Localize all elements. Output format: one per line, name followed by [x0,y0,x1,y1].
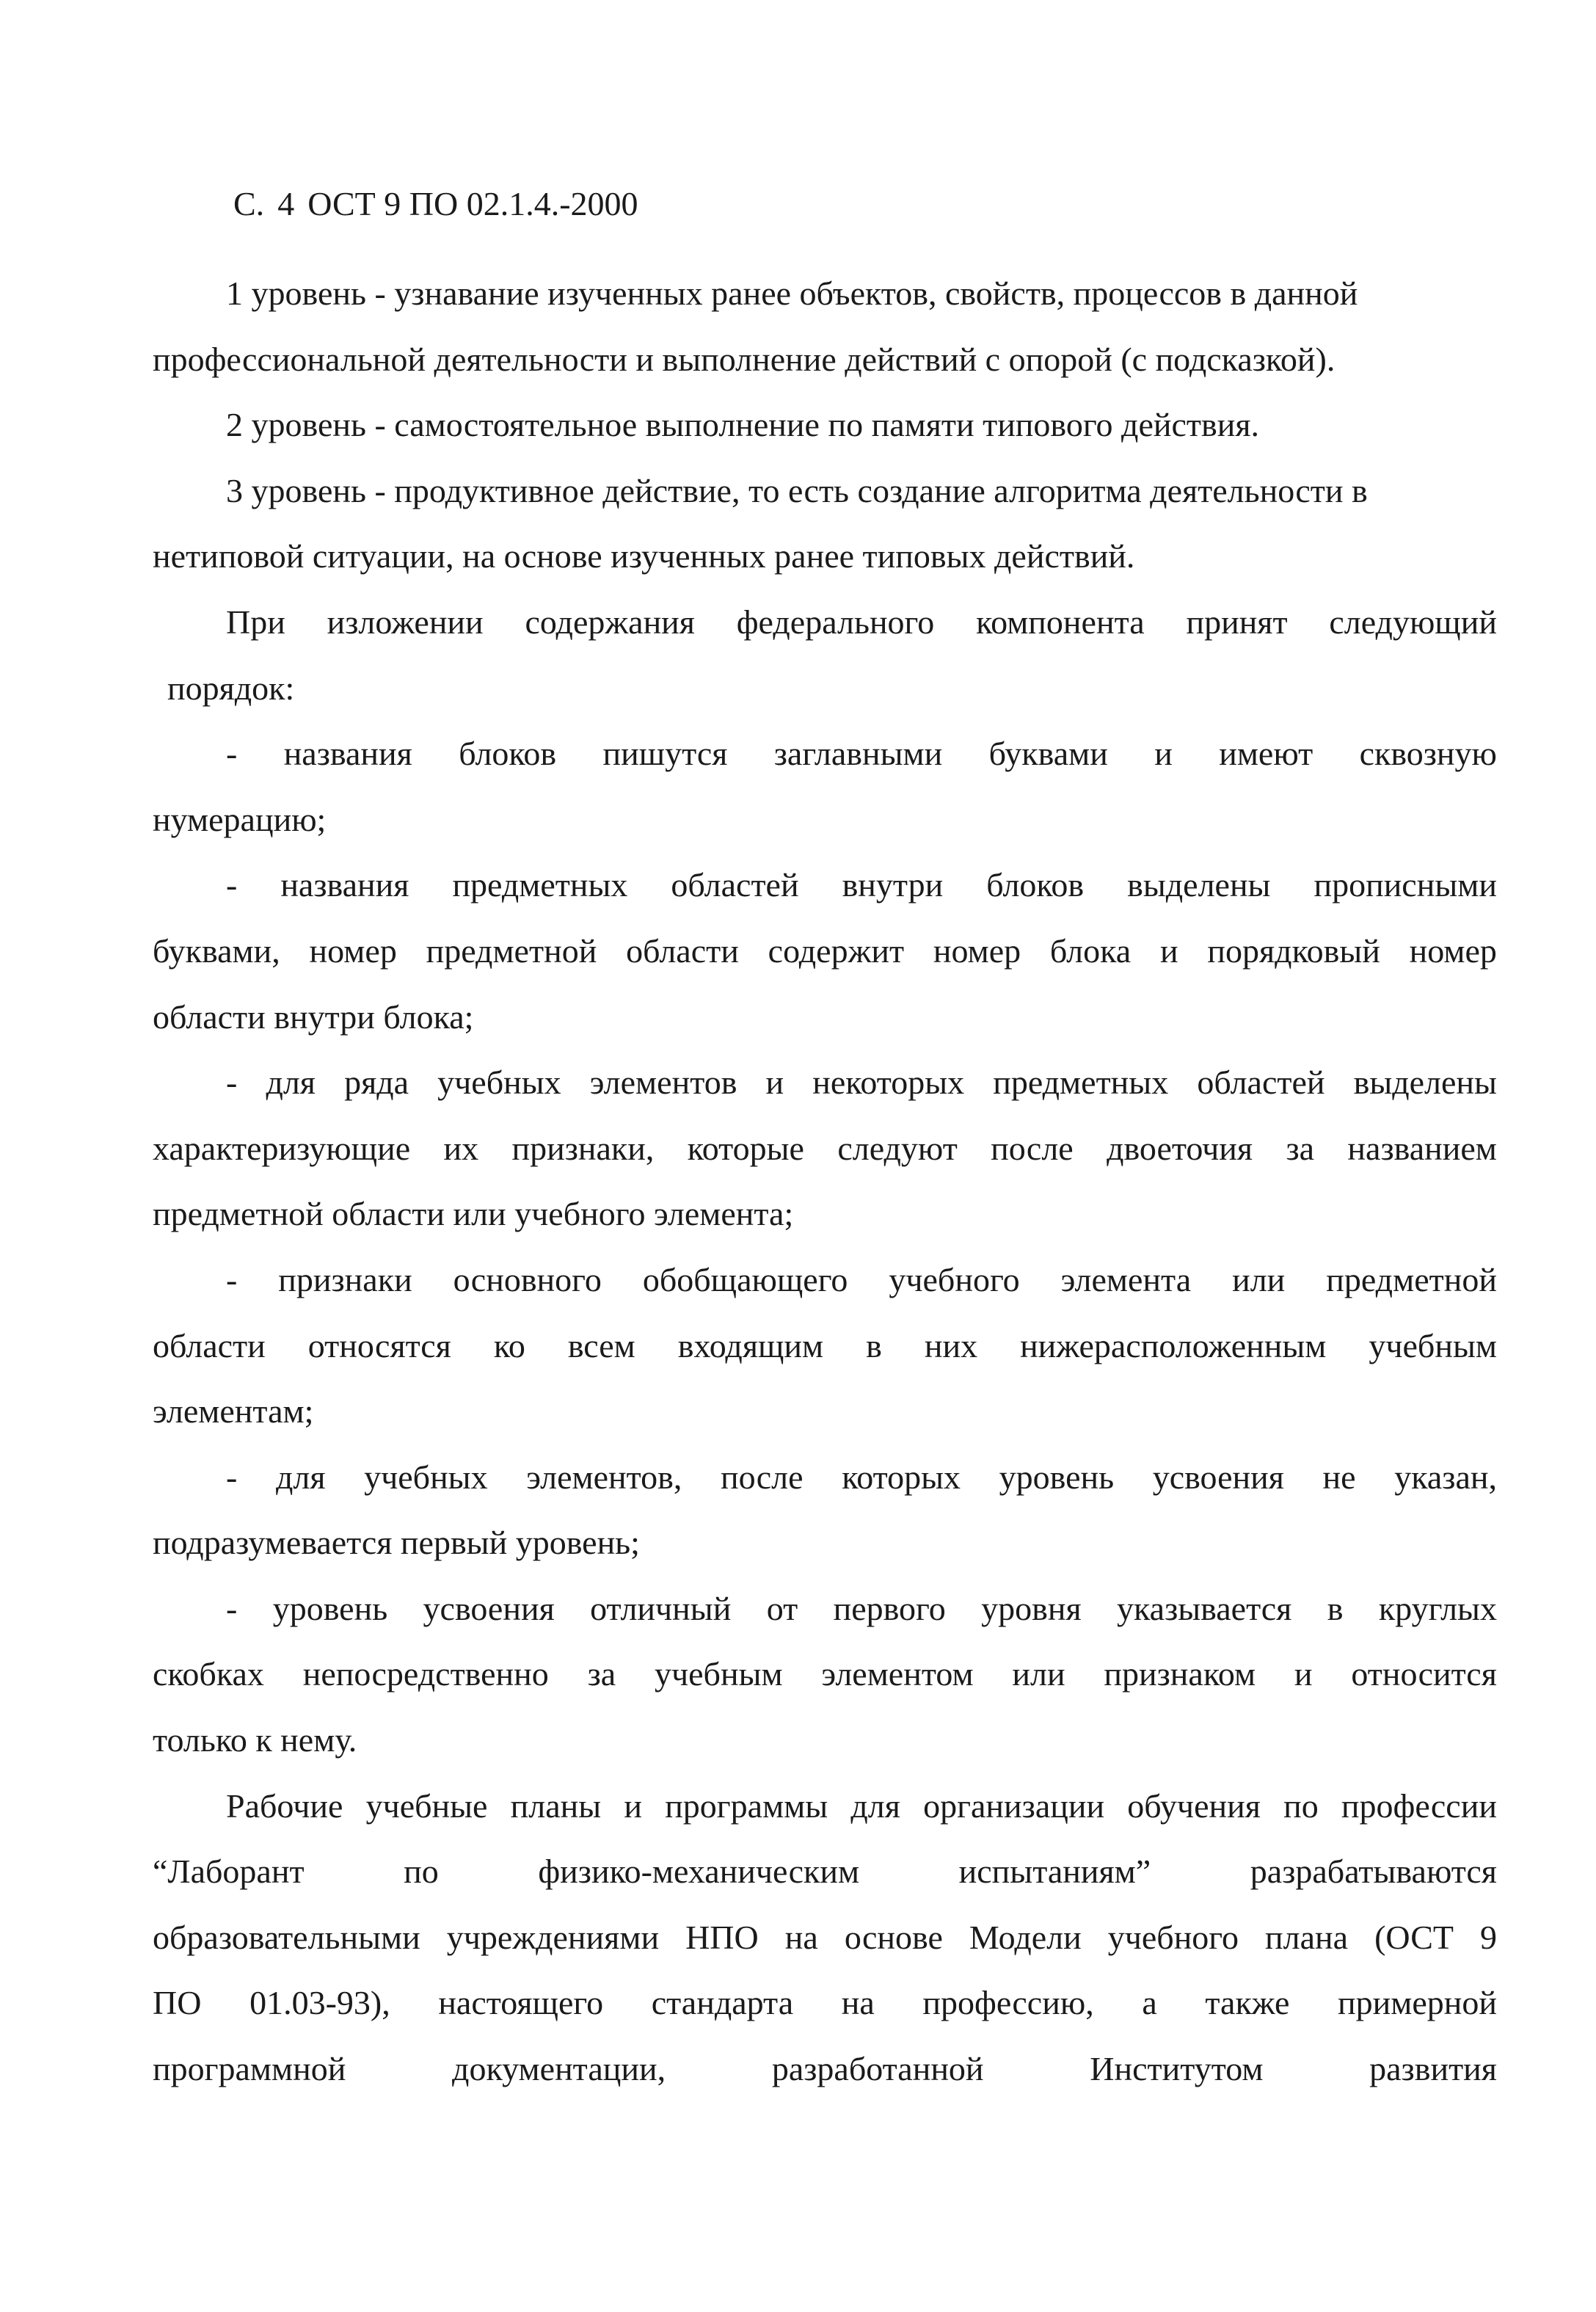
word: - [226,1458,238,1496]
word: основе [844,1918,943,1956]
word: (ОСТ [1374,1918,1454,1956]
paragraph-line [153,1258,1497,1324]
word: ко [493,1326,525,1364]
paragraph-line [153,1850,1497,1916]
word: элемента [1060,1260,1192,1298]
word: и [624,1786,642,1825]
word: блока [1049,931,1132,970]
word: после [721,1458,804,1496]
word: предметных [452,866,628,904]
word: блоков [986,866,1085,904]
paragraph-line: профессиональной деятельности и выполнение действий с опорой (с подсказкой). [153,340,1336,378]
word: образовательными [153,1918,420,1956]
word: учебного [889,1260,1020,1298]
word: плана [1265,1918,1349,1956]
paragraph-line [153,1455,1497,1522]
word: элементов, [526,1458,682,1496]
word: уровень [999,1458,1115,1496]
word: обучения [1127,1786,1261,1825]
paragraph-line [153,1587,1497,1653]
word: учебного [1107,1918,1239,1956]
word: их [443,1129,479,1167]
word: круглых [1378,1589,1497,1627]
word: по [404,1853,439,1891]
paragraph-line: только к нему. [153,1721,357,1759]
word: физико-механическим [538,1853,860,1891]
paragraph-line: области внутри блока; [153,997,474,1036]
word: для [850,1786,900,1825]
word: непосредственно [302,1655,549,1693]
standard-code: ОСТ 9 ПО 02.1.4.-2000 [307,185,638,222]
paragraph-line: нетиповой ситуации, на основе изученных ранее типовых действий. [153,537,1135,575]
word: примерной [1338,1984,1497,2022]
word: следующий [1329,603,1497,641]
word: 9 [1480,1918,1497,1956]
word: для [275,1458,326,1496]
paragraph-line: предметной области или учебного элемента; [153,1195,794,1233]
word: уровня [981,1589,1082,1627]
word: указывается [1117,1589,1292,1627]
word: областей [1197,1064,1325,1102]
word: относится [1351,1655,1497,1693]
word: области [153,1326,266,1364]
word: от [766,1589,798,1627]
word: заглавными [773,735,943,773]
word: выделены [1127,866,1271,904]
word: и [1160,931,1178,970]
word: ПО [153,1984,202,2022]
word: 01.03-93), [249,1984,390,2022]
word: прописными [1313,866,1497,904]
paragraph-line [153,1324,1497,1390]
paragraph-line [153,1981,1497,2047]
word: указан, [1394,1458,1497,1496]
word: обобщающего [642,1260,848,1298]
word: признаком [1104,1655,1256,1693]
word: на [841,1984,875,2022]
word: сквозную [1359,735,1497,773]
word: признаки, [511,1129,655,1167]
word: буквами [988,735,1108,773]
word: содержит [768,931,905,970]
word: ряда [344,1064,409,1102]
word: некоторых [812,1064,965,1102]
word: - [226,1260,238,1298]
word: номер [933,931,1021,970]
word: не [1322,1458,1356,1496]
word: предметных [993,1064,1169,1102]
word: номер [1409,931,1497,970]
word: после [991,1129,1074,1167]
document-body [153,272,1497,2113]
paragraph-line [153,1061,1497,1127]
paragraph-line: подразумевается первый уровень; [153,1524,640,1562]
word: уровень [272,1589,388,1627]
paragraph-line: 2 уровень - самостоятельное выполнение по памяти типового действия. [226,406,1260,444]
word: двоеточия [1107,1129,1253,1167]
paragraph-line [153,929,1497,995]
word: документации, [452,2050,666,2088]
word: порядковый [1207,931,1380,970]
word: всем [567,1326,635,1364]
paragraph-line: 1 уровень - узнавание изученных ранее объектов, свойств, процессов в данной [226,275,1358,312]
paragraph-line [153,732,1497,798]
word: за [587,1655,616,1693]
page-number: 4 [277,185,295,222]
paragraph-line: нумерацию; [153,800,327,838]
word: за [1286,1129,1315,1167]
word: названия [283,735,412,773]
paragraph-line [153,1127,1497,1193]
word: буквами, [153,931,280,970]
word: признаки [278,1260,412,1298]
word: программы [665,1786,828,1825]
word: для [266,1064,316,1102]
word: При [226,603,285,641]
word: учебных [437,1064,561,1102]
paragraph-line [153,2047,1497,2113]
word: которые [687,1129,804,1167]
word: - [226,866,238,904]
word: развития [1369,2050,1497,2088]
word: организации [923,1786,1105,1825]
word: в [1327,1589,1344,1627]
word: внутри [842,866,944,904]
word: входящим [677,1326,824,1364]
word: предметной [1326,1260,1497,1298]
word: области [626,931,739,970]
word: испытаниям” [958,1853,1151,1891]
word: по [1283,1786,1319,1825]
word: которых [842,1458,961,1496]
word: них [924,1326,978,1364]
word: усвоения [1152,1458,1284,1496]
word: “Лаборант [153,1853,305,1891]
word: разработанной [771,2050,984,2088]
word: номер [309,931,397,970]
word: в [866,1326,882,1364]
word: областей [671,866,799,904]
word: скобках [153,1655,264,1693]
word: предметной [426,931,597,970]
word: компонента [976,603,1145,641]
word: следуют [837,1129,958,1167]
word: отличный [590,1589,732,1627]
word: элементов [589,1064,737,1102]
paragraph-line [153,600,1497,666]
word: пишутся [602,735,728,773]
word: - [226,1589,238,1627]
word: федерального [736,603,935,641]
word: усвоения [423,1589,555,1627]
paragraph-line: порядок: [167,669,295,707]
word: первого [833,1589,946,1627]
word: НПО [685,1918,759,1956]
paragraph-line [153,1784,1497,1850]
word: названием [1347,1129,1497,1167]
word: а [1142,1984,1157,2022]
paragraph-line [153,1652,1497,1718]
word: программной [153,2050,346,2088]
word: принят [1186,603,1288,641]
paragraph-line [153,1916,1497,1982]
word: содержания [525,603,695,641]
word: учебным [1369,1326,1497,1364]
paragraph-line [153,863,1497,929]
word: относятся [307,1326,451,1364]
paragraph-line: 3 уровень - продуктивное действие, то есть создание алгоритма деятельности в [226,471,1368,509]
word: - [226,735,238,773]
word: настоящего [438,1984,604,2022]
word: имеют [1219,735,1313,773]
word: и [765,1064,784,1102]
word: блоков [459,735,557,773]
word: стандарта [651,1984,794,2022]
word: учреждениями [446,1918,660,1956]
word: и [1154,735,1173,773]
word: выделены [1353,1064,1497,1102]
word: профессию, [922,1984,1094,2022]
word: учебным [655,1655,783,1693]
word: или [1012,1655,1065,1693]
word: на [784,1918,818,1956]
paragraph-line: элементам; [153,1392,314,1431]
word: характеризующие [153,1129,411,1167]
word: Модели [969,1918,1082,1956]
word: учебных [364,1458,488,1496]
word: элементом [821,1655,974,1693]
word: планы [510,1786,602,1825]
word: и [1294,1655,1313,1693]
word: Рабочие [226,1786,343,1825]
word: Институтом [1090,2050,1264,2088]
word: профессии [1341,1786,1497,1825]
word: основного [453,1260,602,1298]
page-label: С. [233,185,265,222]
word: названия [280,866,409,904]
word: - [226,1064,238,1102]
word: или [1232,1260,1286,1298]
word: изложении [327,603,484,641]
page-header [200,138,638,270]
word: разрабатываются [1250,1853,1497,1891]
word: учебные [365,1786,488,1825]
word: также [1205,1984,1290,2022]
word: нижерасположенным [1020,1326,1327,1364]
